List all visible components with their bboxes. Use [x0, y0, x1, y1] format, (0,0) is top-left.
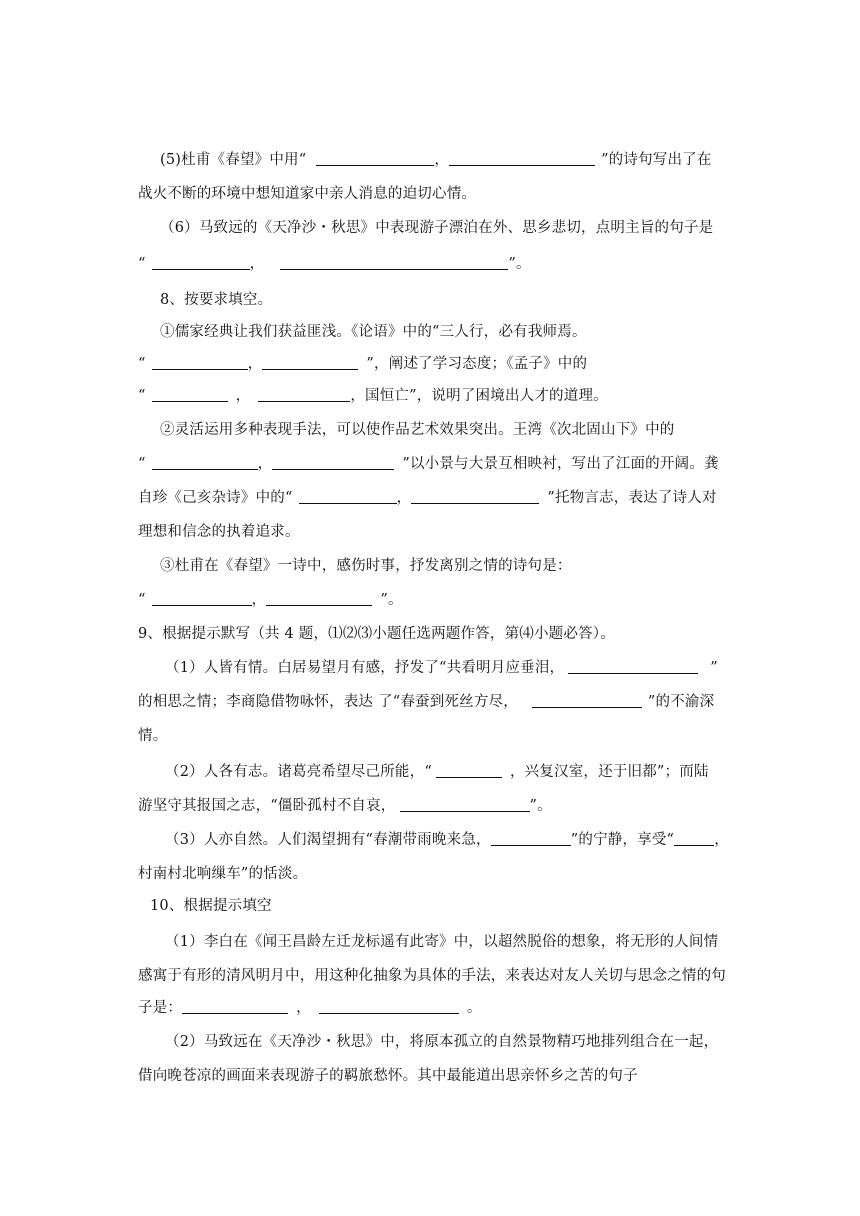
text: “: [138, 456, 146, 472]
text: ，: [251, 592, 267, 608]
text: ”。: [529, 798, 552, 814]
blank[interactable]: [436, 763, 502, 778]
q8-3-line2: [138, 590, 738, 610]
blank[interactable]: [182, 999, 288, 1014]
blank[interactable]: [152, 387, 228, 402]
text: ，: [249, 256, 265, 272]
blank[interactable]: [262, 355, 358, 370]
blank[interactable]: [316, 151, 434, 166]
blank[interactable]: [152, 455, 258, 470]
text: ，: [396, 490, 412, 506]
text: ”托物言志，表达了诗人对: [547, 490, 717, 506]
text: 自珍《己亥杂诗》中的“: [138, 490, 293, 506]
blank[interactable]: [152, 355, 248, 370]
text: （2）人各有志。诸葛亮希望尽己所能，“: [165, 764, 432, 780]
blank[interactable]: [266, 591, 372, 606]
q8-heading: 8、按要求填空。: [160, 292, 273, 308]
blank[interactable]: [152, 255, 250, 270]
text: ”以小景与大景互相映衬，写出了江面的开阔。龚: [402, 456, 719, 472]
blank[interactable]: [411, 489, 539, 504]
text: ，: [235, 388, 251, 404]
blank[interactable]: [299, 489, 397, 504]
blank[interactable]: [568, 659, 698, 674]
q8-1-line3: [138, 386, 738, 406]
text: ，兴复汉室，还于旧都”；而陆: [509, 764, 709, 780]
q8-2-line1: ②灵活运用多种表现手法，可以使作品艺术效果突出。王湾《次北固山下》中的: [160, 422, 675, 438]
text: 的相思之情；李商隐借物咏怀，表达 了“春蚕到死丝方尽，: [138, 694, 518, 710]
q9-3-line1: [165, 830, 765, 850]
q10-2-line1: （2）马致远在《天净沙・秋思》中，将原本孤立的自然景物精巧地排列组合在一起，: [165, 1034, 719, 1050]
text: ，: [247, 356, 263, 372]
q9-3-line2: 村南村北响缫车”的恬淡。: [138, 866, 308, 882]
text: 游坚守其报国之志，“僵卧孤村不自哀，: [138, 798, 396, 814]
text: 子是：: [138, 1000, 183, 1016]
q8-2-line4: 理想和信念的执着追求。: [138, 524, 300, 540]
blank[interactable]: [280, 255, 508, 270]
blank[interactable]: [258, 387, 350, 402]
blank[interactable]: [491, 831, 571, 846]
text: （3）人亦自然。人们渴望拥有“春潮带雨晚来急，: [165, 832, 491, 848]
q8-2-line2: [138, 454, 738, 474]
q9-2-line1: [165, 762, 765, 782]
text: ”，阐述了学习态度；《孟子》中的: [366, 356, 588, 372]
q7-5-line2: 战火不断的环境中想知道家中亲人消息的迫切心情。: [138, 186, 477, 202]
q10-1-line2: 感寓于有形的清风明月中，用这种化抽象为具体的手法，来表达对友人关切与思念之情的句: [138, 968, 726, 984]
text: (5)杜甫《春望》中用“: [160, 152, 307, 168]
q10-1-line1: （1）李白在《闻王昌龄左迁龙标遥有此寄》中，以超然脱俗的想象，将无形的人间情: [165, 934, 719, 950]
q10-2-line2: 借向晚苍凉的画面来表现游子的羁旅愁怀。其中最能道出思亲怀乡之苦的句子: [138, 1068, 638, 1084]
text: ，国恒亡”，说明了困境出人才的道理。: [350, 388, 608, 404]
text: 。: [466, 1000, 482, 1016]
q10-1-line3: [138, 998, 738, 1018]
text: “: [138, 256, 146, 272]
text: ”的不渝深: [647, 694, 715, 710]
text: ，: [714, 832, 729, 848]
text: （1）人皆有情。白居易望月有感，抒发了“共看明月应垂泪，: [165, 660, 565, 676]
q8-2-line3: [138, 488, 738, 508]
text: “: [138, 356, 146, 372]
q10-heading: 10、根据提示填空: [150, 898, 272, 914]
q7-5-line1: [160, 150, 760, 170]
text: ”。: [508, 256, 531, 272]
q9-heading: 9、根据提示默写（共 4 题，⑴⑵⑶小题任选两题作答，第⑷小题必答）。: [138, 626, 615, 642]
blank[interactable]: [674, 831, 714, 846]
blank[interactable]: [319, 999, 459, 1014]
blank[interactable]: [272, 455, 394, 470]
text: “: [138, 592, 146, 608]
blank[interactable]: [449, 151, 595, 166]
q9-1-line3: 情。: [138, 728, 168, 744]
q9-2-line2: [138, 796, 738, 816]
text: ，: [257, 456, 273, 472]
q8-1-line2: [138, 354, 738, 374]
q9-1-line1: [165, 658, 765, 678]
blank[interactable]: [152, 591, 252, 606]
text: ，: [296, 1000, 311, 1016]
q8-3-line1: ③杜甫在《春望》一诗中，感伤时事，抒发离别之情的诗句是：: [160, 558, 572, 574]
text: ，: [434, 152, 450, 168]
q7-6-line1: （6）马致远的《天净沙・秋思》中表现游子漂泊在外、思乡悲切，点明主旨的句子是: [160, 220, 714, 236]
blank[interactable]: [400, 797, 530, 812]
q7-6-line2: [138, 254, 738, 274]
q9-1-line2: [138, 692, 738, 712]
text: “: [138, 388, 146, 404]
blank[interactable]: [532, 693, 642, 708]
q8-1-line1: ①儒家经典让我们获益匪浅。《论语》中的“三人行，必有我师焉。: [160, 324, 587, 340]
text: ”。: [380, 592, 403, 608]
text: ”: [710, 660, 718, 676]
text: ”的宁静，享受“: [570, 832, 675, 848]
text: ”的诗句写出了在: [601, 152, 712, 168]
